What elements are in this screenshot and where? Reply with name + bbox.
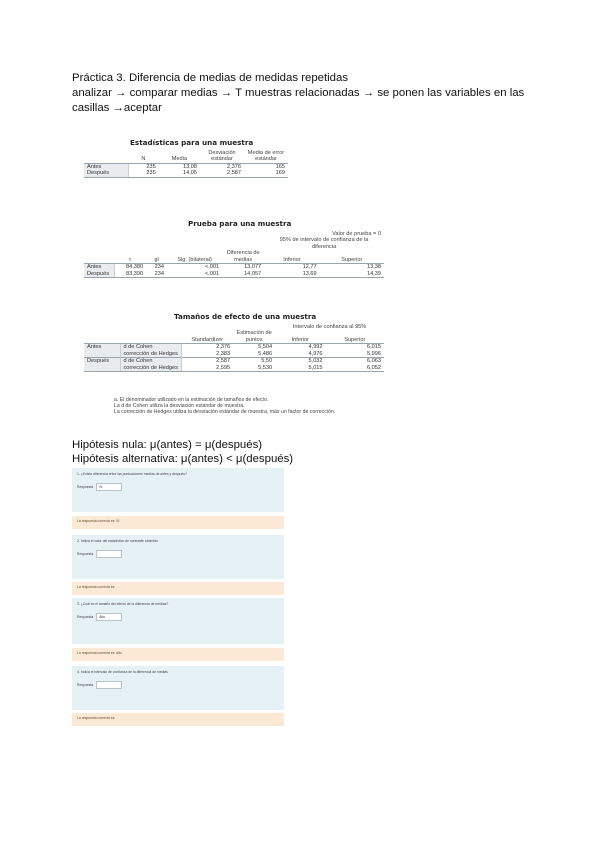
col-header: Estimación de puntos [233,330,275,343]
quiz-feedback-1: La respuesta correcta es: Sí [72,516,284,529]
procedure-steps: analizar → comparar medias → T muestras relacionadas → se ponen las variables en las casillas →aceptar [72,87,525,114]
cell: 2,383 [216,350,231,357]
quiz-question-2 [72,535,284,579]
footnote: La corrección de Hedges utiliza la desviación estándar de muestra, más un factor de corrección. [114,409,336,416]
cell: 4,976 [308,350,323,357]
cell: 84,380 [126,264,144,271]
col-header: Media [159,150,200,163]
col-header: Inferior [275,330,325,343]
cell: 235 [146,163,156,170]
row-label: corrección de Hedges [120,365,181,372]
question-text: 3. ¿Cuál es el tamaño del efecto de la diferencia de medias? [77,602,169,606]
quiz-feedback-4: La respuesta correcta es: [72,713,284,726]
question-text: 1. ¿Existe diferencia entre las puntuaciones medias de antes y después? [77,472,187,476]
cell: 2,587 [200,170,244,177]
cell: 169 [244,170,288,177]
answer-label: Respuesta [77,682,94,687]
answer-label: Respuesta [77,614,94,619]
answer-select[interactable] [96,681,122,689]
col-header: Media de error estándar [244,150,288,163]
cell: 2,376 [216,344,231,351]
cell: 83,390 [114,271,146,278]
cell: 2,376 [227,163,241,170]
cell: 14,05 [159,170,200,177]
cell: 2,595 [181,365,233,372]
cell: 14,057 [222,271,264,278]
quiz-feedback-3: La respuesta correcta es: Alto [72,648,284,661]
effect-table [84,324,384,372]
cell: 234 [154,264,165,271]
cell: 13,08 [183,163,197,170]
col-header: Desviación estándar [200,150,244,163]
cell: 13,38 [367,264,381,271]
cell: <,001 [167,271,222,278]
cell: 5,032 [275,358,325,365]
ttest-table [84,231,384,278]
row-label: corrección de Hedges [120,351,181,358]
cell: 5,504 [258,344,273,351]
answer-select[interactable] [96,483,122,491]
question-text: 2. Indica el valor del estadístico de contraste obtenido [77,539,158,543]
ci-header: Intervalo de confianza al 95% [292,324,367,330]
cell: 5,486 [258,350,273,357]
row-label: Después [84,271,114,278]
col-header: Sig. (bilateral) [167,250,222,263]
quiz-feedback-2: La respuesta correcta es: [72,582,284,595]
test-value-header: Valor de prueba = 0 [332,231,381,237]
stats-table [84,150,288,178]
row-label: d de Cohen [120,344,181,351]
footnote: La d de Cohen utiliza la desviación estándar de muestra. [114,403,245,410]
col-header: gl [146,250,167,263]
cell: 234 [146,271,167,278]
stats-table-title: Estadísticas para una muestra [130,138,254,147]
col-header: N [128,150,159,163]
cell: 12,77 [302,264,317,271]
cell: 13,69 [264,271,319,278]
row-group: Antes [84,344,120,351]
quiz-question-3 [72,598,284,644]
col-header: Superior [326,330,384,343]
row-label: Antes [84,264,114,271]
cell: 6,015 [367,344,381,351]
cell: 6,052 [326,365,384,372]
quiz-question-4 [72,666,284,710]
row-group: Después [84,358,120,365]
cell: <,001 [205,264,220,271]
col-header: Standardizer [181,330,233,343]
table-footnotes [114,397,354,416]
cell: 5,015 [275,365,325,372]
quiz-question-1 [72,468,284,512]
answer-label: Respuesta [77,484,94,489]
cell: 5,996 [367,350,381,357]
row-group [84,351,120,358]
cell: 2,587 [181,358,233,365]
row-group [84,365,120,372]
cell: 13,077 [244,264,262,271]
ci-header: 95% de intervalo de confianza de la diferencia [279,237,369,250]
cell: 14,39 [320,271,384,278]
row-label: d de Cohen [120,358,181,365]
col-header: t [114,250,146,263]
col-header: Superior [320,250,384,263]
cell: 235 [128,170,159,177]
answer-select[interactable] [96,550,122,558]
page-title: Práctica 3. Diferencia de medias de medidas repetidas [72,72,349,84]
cell: 4,992 [308,344,323,351]
row-label: Antes [84,163,128,170]
cell: 5,50 [233,358,275,365]
cell: 6,063 [326,358,384,365]
question-text: 4. Indica el intervalo de confianza de la diferencia de medias [77,670,168,674]
col-header: Diferencia de medias [222,250,264,263]
effect-table-title: Tamaños de efecto de una muestra [174,312,317,321]
cell: 165 [275,163,285,170]
row-label: Después [84,170,128,177]
answer-select[interactable] [96,613,122,621]
cell: 5,530 [233,365,275,372]
null-hypothesis: Hipótesis nula: μ(antes) = μ(después) [72,439,263,451]
alternative-hypothesis: Hipótesis alternativa: μ(antes) < μ(después) [72,453,294,465]
ttest-table-title: Prueba para una muestra [188,219,292,228]
col-header: Inferior [264,250,319,263]
footnote: a. El denominador utilizado en la estimación de tamaños de efecto. [114,397,269,403]
answer-label: Respuesta [77,551,94,556]
